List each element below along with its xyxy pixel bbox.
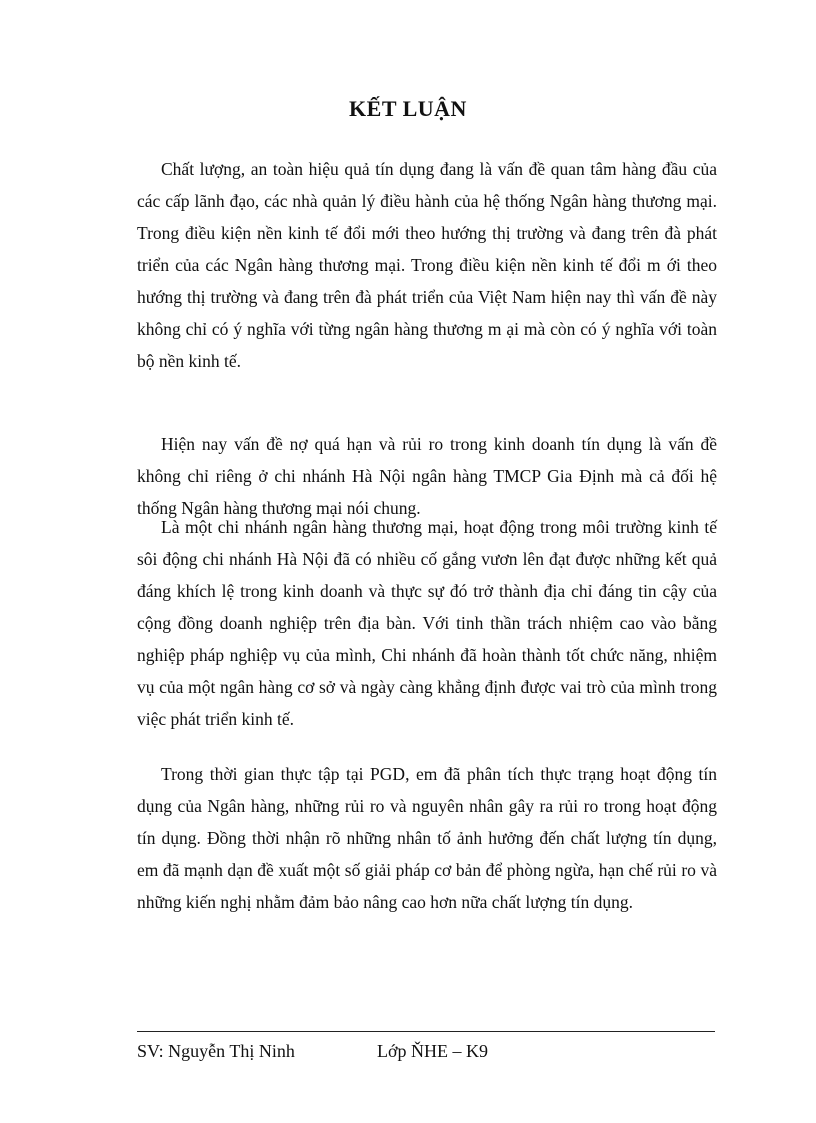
paragraph-3: Là một chi nhánh ngân hàng thương mại, hoạt động trong môi trường kinh tế sôi động chi nhánh Hà Nội đã có nhiều cố gắng vươn lên đạt được những kết quả đáng khích lệ trong kinh doanh và thực sự đó trở thành địa chỉ đáng tin cậy của cộng đồng doanh nghiệp trên địa bàn. Với tinh thần trách nhiệm cao vào bằng nghiệp pháp nghiệp vụ của mình, Chi nhánh đã hoàn thành tốt chức năng, nhiệm vụ của một ngân hàng cơ sở và ngày càng khẳng định được vai trò của mình trong việc phát triển kinh tế.: [137, 517, 717, 729]
paragraph-2: Hiện nay vấn đề nợ quá hạn và rủi ro trong kinh doanh tín dụng là vấn đề không chỉ riêng ở chi nhánh Hà Nội ngân hàng TMCP Gia Định mà cả đối hệ thống Ngân hàng thương mại nói chung.: [137, 434, 717, 518]
paragraph-1: Chất lượng, an toàn hiệu quả tín dụng đang là vấn đề quan tâm hàng đầu của các cấp lãnh đạo, các nhà quản lý điều hành của hệ thống Ngân hàng thương mại. Trong điều kiện nền kinh tế đổi mới theo hướng thị trường và đang trên đà phát triển của các Ngân hàng thương mại. Trong điều kiện nền kinh tế đổi m ới theo hướng thị trường và đang trên đà phát triển của Việt Nam hiện nay thì vấn đề này không chỉ có ý nghĩa với từng ngân hàng thương m ại mà còn có ý nghĩa với toàn bộ nền kinh tế.: [137, 159, 717, 371]
paragraph-4: Trong thời gian thực tập tại PGD, em đã phân tích thực trạng hoạt động tín dụng của Ngân hàng, những rủi ro và nguyên nhân gây ra rủi ro trong hoạt động tín dụng. Đồng thời nhận rõ những nhân tố ảnh hưởng đến chất lượng tín dụng, em đã mạnh dạn đề xuất một số giải pháp cơ bản để phòng ngừa, hạn chế rủi ro và những kiến nghị nhằm đảm bảo nâng cao hơn nữa chất lượng tín dụng.: [137, 764, 717, 912]
footer-student: SV: Nguyễn Thị Ninh: [137, 1041, 295, 1061]
footer-divider: [137, 1031, 715, 1032]
page-title: KẾT LUẬN: [349, 96, 467, 121]
footer-class: Lớp ŇHE – K9: [377, 1041, 489, 1061]
